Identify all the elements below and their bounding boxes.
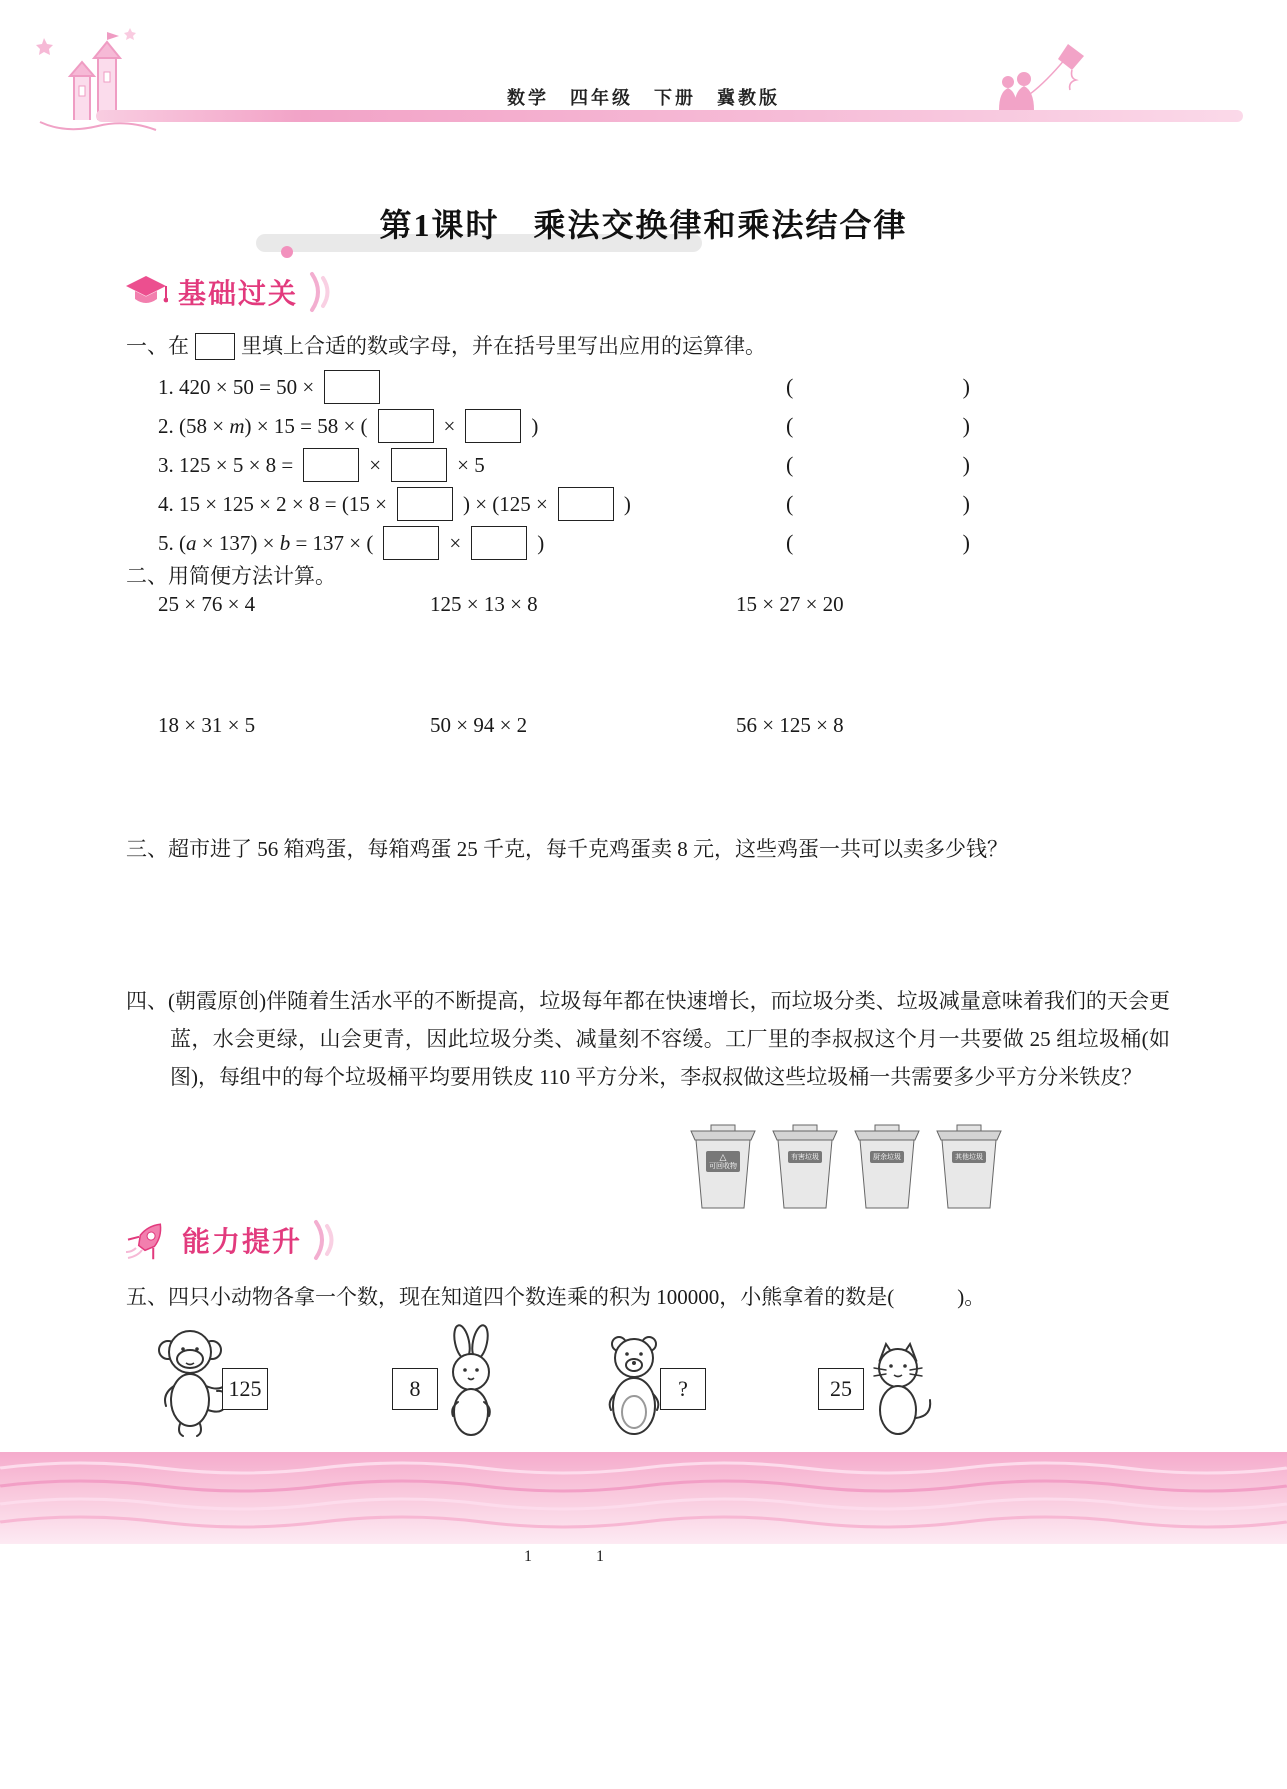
answer-box[interactable] bbox=[391, 448, 447, 482]
expression-1: 25 × 76 × 4 bbox=[158, 592, 256, 616]
section-advanced-header bbox=[124, 1218, 336, 1262]
equation-text: ) × 15 = 58 × ( bbox=[244, 413, 368, 438]
equation-text: 5. ( bbox=[158, 530, 186, 555]
law-answer-parens[interactable] bbox=[786, 452, 970, 478]
monkey-illustration bbox=[152, 1322, 232, 1442]
equation-text: × bbox=[449, 530, 462, 555]
graduation-cap-icon bbox=[124, 273, 168, 311]
page-number-row bbox=[524, 1548, 604, 1566]
title-dot-decoration bbox=[281, 246, 293, 258]
exercise-three-text: 三、超市进了 56 箱鸡蛋，每箱鸡蛋 25 千克，每千克鸡蛋卖 8 元，这些鸡蛋一共可以卖多少钱？ bbox=[126, 837, 1008, 861]
equation-item-1 bbox=[158, 368, 1038, 406]
number-card-value: 125 bbox=[228, 1376, 262, 1401]
law-answer-parens[interactable] bbox=[786, 413, 970, 439]
answer-box[interactable] bbox=[378, 409, 434, 443]
equation-text: ) bbox=[537, 530, 545, 555]
expression-5: 50 × 94 × 2 bbox=[430, 713, 528, 737]
answer-box[interactable] bbox=[383, 526, 439, 560]
equation-item-5 bbox=[158, 524, 1038, 562]
law-answer-parens[interactable] bbox=[786, 530, 970, 556]
answer-box[interactable] bbox=[303, 448, 359, 482]
variable-a: a bbox=[186, 530, 197, 555]
equation-text: ) bbox=[623, 491, 631, 516]
bin-plate bbox=[706, 1151, 740, 1172]
exercise-one-heading bbox=[126, 330, 766, 360]
answer-box[interactable] bbox=[558, 487, 614, 521]
number-card-value: ? bbox=[678, 1376, 688, 1401]
equation-text: 4. 15 × 125 × 2 × 8 = (15 × bbox=[158, 491, 387, 516]
lesson-title: 第1课时 乘法交换律和乘法结合律 bbox=[379, 207, 908, 243]
section-basic-header bbox=[124, 270, 332, 314]
equation-text: × bbox=[369, 452, 382, 477]
paren-close: ) bbox=[962, 452, 970, 477]
answer-box[interactable] bbox=[471, 526, 527, 560]
recycle-icon: △ bbox=[719, 1152, 727, 1162]
section-advanced-label: 能力提升 bbox=[182, 1227, 303, 1258]
bin-label: 厨余垃圾 bbox=[873, 1153, 901, 1161]
number-card-rabbit bbox=[392, 1368, 438, 1410]
law-answer-parens[interactable] bbox=[786, 491, 970, 517]
equation-text: 1. 420 × 50 = 50 × bbox=[158, 374, 315, 399]
heading-answer-box bbox=[195, 333, 235, 360]
page-number-right: 1 bbox=[596, 1548, 604, 1565]
number-card-bear bbox=[660, 1368, 706, 1410]
trash-bin-kitchen bbox=[852, 1124, 922, 1210]
equation-text: × 137) × bbox=[196, 530, 280, 555]
bin-label: 有害垃圾 bbox=[791, 1153, 819, 1161]
cat-illustration bbox=[860, 1338, 938, 1440]
exercise-two-heading: 二、用简便方法计算。 bbox=[126, 564, 336, 588]
expression-2: 125 × 13 × 8 bbox=[430, 592, 538, 616]
paren-open: ( bbox=[786, 413, 794, 438]
number-card-value: 25 bbox=[830, 1376, 852, 1401]
number-card-monkey bbox=[222, 1368, 268, 1410]
variable-b: b bbox=[279, 530, 291, 555]
number-card-cat bbox=[818, 1368, 864, 1410]
equation-item-4 bbox=[158, 485, 1038, 523]
variable-m: m bbox=[229, 413, 245, 438]
paren-open: ( bbox=[786, 452, 794, 477]
paren-open: ( bbox=[786, 491, 794, 516]
trash-bin-recyclable bbox=[688, 1124, 758, 1210]
rabbit-illustration bbox=[438, 1324, 504, 1438]
trash-bin-icon bbox=[852, 1124, 922, 1210]
wave-pattern bbox=[0, 1452, 1287, 1544]
equation-text: ) × (125 × bbox=[462, 491, 548, 516]
equation-text: 2. (58 × bbox=[158, 413, 230, 438]
equation-text: ) bbox=[531, 413, 539, 438]
answer-box[interactable] bbox=[465, 409, 521, 443]
trash-bins-illustration bbox=[688, 1124, 1004, 1210]
badge-arc-decoration-icon bbox=[308, 270, 332, 314]
trash-bin-icon bbox=[770, 1124, 840, 1210]
paren-close: ) bbox=[962, 374, 970, 399]
page-number-left: 1 bbox=[524, 1548, 532, 1565]
trash-bin-icon bbox=[934, 1124, 1004, 1210]
paren-open: ( bbox=[786, 374, 794, 399]
equation-item-3 bbox=[158, 446, 1038, 484]
equation-text: = 137 × ( bbox=[290, 530, 374, 555]
exercise-two-grid bbox=[158, 592, 1078, 738]
exercise-one-intro-pre: 在 bbox=[168, 334, 189, 358]
equation-text: × 5 bbox=[457, 452, 485, 477]
bin-label: 可回收物 bbox=[709, 1162, 737, 1170]
paren-open: ( bbox=[786, 530, 794, 555]
bin-plate bbox=[870, 1151, 904, 1163]
bin-label: 其他垃圾 bbox=[955, 1153, 983, 1161]
book-info-line: 数学 四年级 下册 冀教版 bbox=[507, 88, 780, 108]
badge-arc-decoration-icon bbox=[312, 1218, 336, 1262]
equation-text: 3. 125 × 5 × 8 = bbox=[158, 452, 294, 477]
bin-plate bbox=[952, 1151, 986, 1163]
exercise-four-text: 四、(朝霞原创)伴随着生活水平的不断提高，垃圾每年都在快速增长，而垃圾分类、垃圾减量意味着我们的天会更蓝，水会更绿，山会更青，因此垃圾分类、减量刻不容缓。工厂里的李叔叔这个月一共要做 25 组垃圾桶(如图)，每组中的每个垃圾桶平均要用铁皮 110 平方分米，李叔叔做这些垃圾桶一共需要多少平方分米铁皮？ bbox=[126, 989, 1170, 1089]
exercise-one-number: 一、 bbox=[126, 334, 168, 358]
answer-box[interactable] bbox=[324, 370, 380, 404]
answer-box[interactable] bbox=[397, 487, 453, 521]
family-kite-icon bbox=[980, 42, 1095, 120]
footer-wave-band bbox=[0, 1452, 1287, 1544]
paren-close: ) bbox=[962, 491, 970, 516]
paren-close: ) bbox=[962, 413, 970, 438]
exercise-five-text: 五、四只小动物各拿一个数，现在知道四个数连乘的积为 100000，小熊拿着的数是( )。 bbox=[126, 1285, 986, 1309]
trash-bin-other bbox=[934, 1124, 1004, 1210]
equation-item-2 bbox=[158, 407, 1038, 445]
bin-plate bbox=[788, 1151, 822, 1163]
expression-3: 15 × 27 × 20 bbox=[736, 592, 844, 616]
rocket-icon bbox=[124, 1218, 172, 1262]
number-card-value: 8 bbox=[409, 1376, 421, 1401]
trash-bin-harmful bbox=[770, 1124, 840, 1210]
law-answer-parens[interactable] bbox=[786, 374, 970, 400]
paren-close: ) bbox=[962, 530, 970, 555]
section-basic-label: 基础过关 bbox=[178, 279, 299, 310]
expression-6: 56 × 125 × 8 bbox=[736, 713, 844, 737]
equation-text: × bbox=[443, 413, 456, 438]
expression-4: 18 × 31 × 5 bbox=[158, 713, 256, 737]
exercise-one-intro-post: 里填上合适的数或字母，并在括号里写出应用的运算律。 bbox=[241, 334, 766, 358]
